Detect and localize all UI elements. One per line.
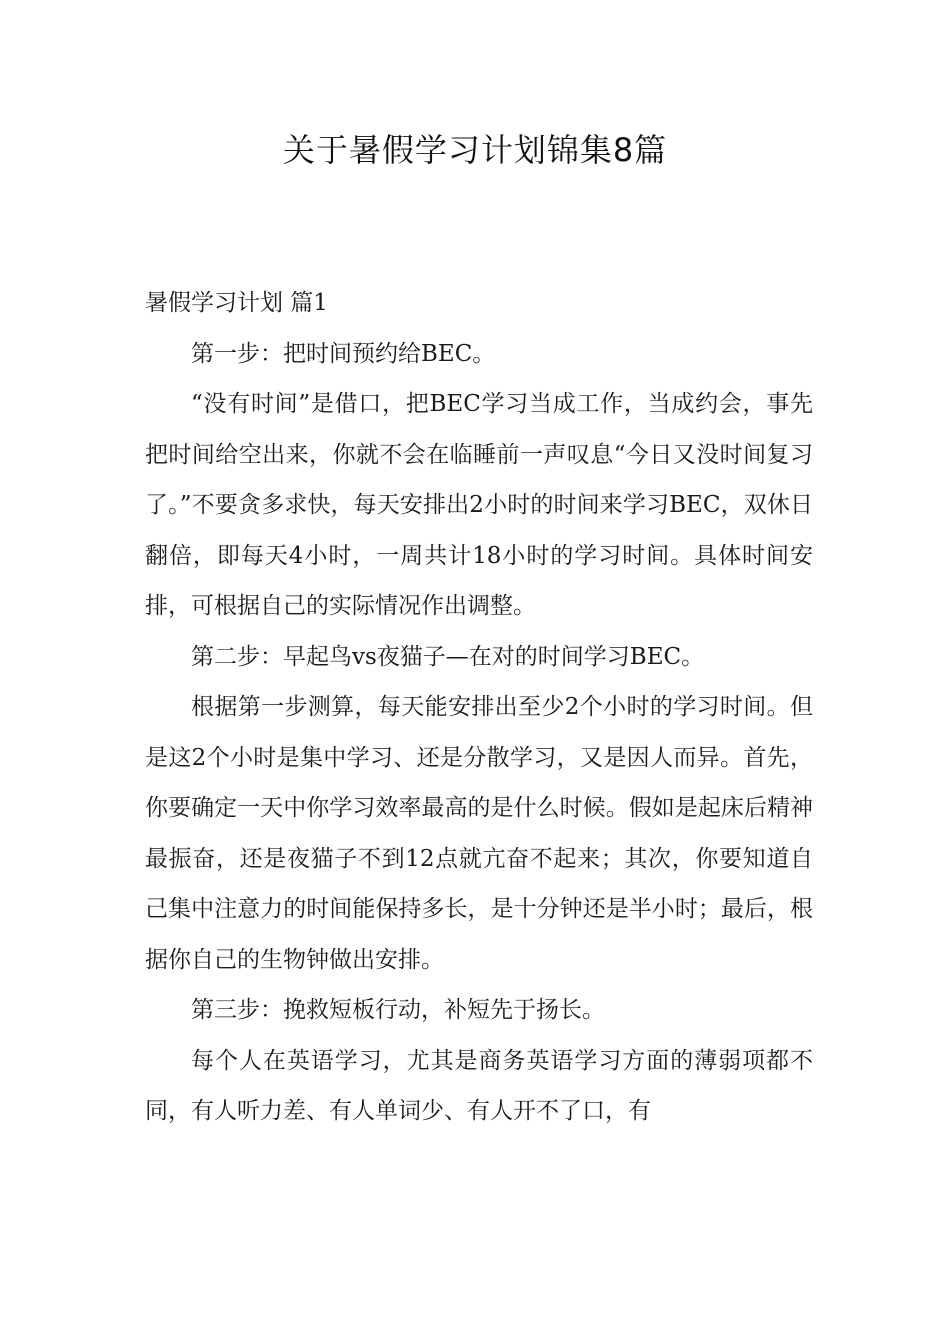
- step-three-paragraph: 每个人在英语学习，尤其是商务英语学习方面的薄弱项都不同，有人听力差、有人单词少、有人开不了口，有: [145, 1047, 813, 1124]
- step-two-heading: 第二步：早起鸟vs夜猫子—在对的时间学习BEC。: [191, 643, 705, 670]
- step-one-heading: 第一步：把时间预约给BEC。: [191, 340, 496, 367]
- document-body: [145, 278, 813, 1137]
- step-two-paragraph: 根据第一步测算，每天能安排出至少2个小时的学习时间。但是这2个小时是集中学习、还是分散学习，又是因人而异。首先，你要确定一天中你学习效率最高的是什么时候。假如是起床后精神最振奋，还是夜猫子不到12点就亢奋不起来；其次，你要知道自己集中注意力的时间能保持多长，是十分钟还是半小时；最后，根据你自己的生物钟做出安排。: [145, 694, 813, 973]
- section-heading: 暑假学习计划 篇1: [145, 290, 328, 316]
- step-one-paragraph: “没有时间”是借口，把BEC学习当成工作，当成约会，事先把时间给空出来，你就不会在临睡前一声叹息“今日又没时间复习了。”不要贪多求快，每天安排出2小时的时间来学习BEC，双休日翻倍，即每天4小时，一周共计18小时的学习时间。具体时间安排，可根据自己的实际情况作出调整。: [145, 391, 813, 619]
- document-title: 关于暑假学习计划锦集8篇: [282, 131, 668, 169]
- step-three-heading: 第三步：挽救短板行动，补短先于扬长。: [191, 997, 605, 1023]
